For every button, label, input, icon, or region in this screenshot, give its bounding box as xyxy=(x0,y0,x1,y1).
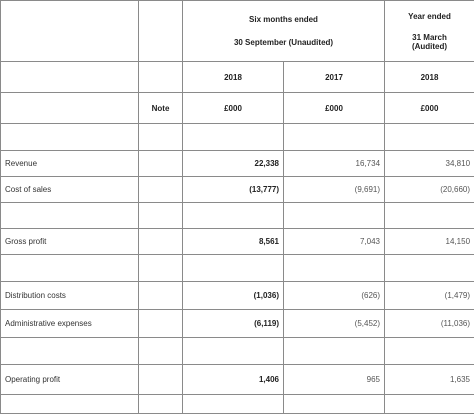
col-2018-six-months: 2018 xyxy=(183,62,284,93)
value-2017-six-months: (9,691) xyxy=(284,177,385,203)
value-2018-year: (20,660) xyxy=(385,177,474,203)
header-row-units xyxy=(1,93,474,124)
table-row-cost-of-sales xyxy=(1,177,474,203)
empty-label-cell xyxy=(1,1,139,62)
year-ended-header xyxy=(385,1,474,62)
six-months-header xyxy=(183,1,385,62)
period-subtitle: 30 September (Unaudited) xyxy=(233,38,334,47)
year-ended-title: Year ended xyxy=(408,11,451,21)
value-2017-six-months: 7,043 xyxy=(284,229,385,255)
value-2017-six-months: 965 xyxy=(284,365,385,395)
spacer-row xyxy=(1,338,474,365)
value-2017-six-months: (5,452) xyxy=(284,310,385,338)
spacer-row xyxy=(1,395,474,414)
header-row-years xyxy=(1,62,474,93)
header-row-period xyxy=(1,1,474,62)
row-label: Operating profit xyxy=(1,365,139,395)
spacer-row xyxy=(1,255,474,282)
value-2018-year: (1,479) xyxy=(385,282,474,310)
year-audited: (Audited) xyxy=(411,41,448,51)
value-2018-six-months: (1,036) xyxy=(183,282,284,310)
spacer-row xyxy=(1,124,474,151)
value-2018-year: 1,635 xyxy=(385,365,474,395)
table-row-revenue xyxy=(1,151,474,177)
row-label: Cost of sales xyxy=(1,177,139,203)
value-2018-six-months: 1,406 xyxy=(183,365,284,395)
note-header: Note xyxy=(139,93,183,124)
row-label: Gross profit xyxy=(1,229,139,255)
table-row-gross-profit xyxy=(1,229,474,255)
row-label: Distribution costs xyxy=(1,282,139,310)
row-label: Revenue xyxy=(1,151,139,177)
unit-2018-six-months: £000 xyxy=(183,93,284,124)
six-months-title: Six months ended xyxy=(249,15,318,24)
col-2017-six-months: 2017 xyxy=(284,62,385,93)
year-date: 31 March xyxy=(412,32,447,42)
value-2018-year: (11,036) xyxy=(385,310,474,338)
table-row-distribution-costs xyxy=(1,282,474,310)
unit-2017-six-months: £000 xyxy=(284,93,385,124)
col-2018-year: 2018 xyxy=(385,62,474,93)
value-2018-six-months: (6,119) xyxy=(183,310,284,338)
value-2018-six-months: 22,338 xyxy=(183,151,284,177)
row-label: Administrative expenses xyxy=(1,310,139,338)
unit-2018-year: £000 xyxy=(385,93,474,124)
spacer-row xyxy=(1,203,474,229)
value-2017-six-months: 16,734 xyxy=(284,151,385,177)
value-2018-six-months: (13,777) xyxy=(183,177,284,203)
empty-note-cell xyxy=(139,1,183,62)
value-2018-six-months: 8,561 xyxy=(183,229,284,255)
value-2017-six-months: (626) xyxy=(284,282,385,310)
value-2018-year: 14,150 xyxy=(385,229,474,255)
value-2018-year: 34,810 xyxy=(385,151,474,177)
table-row-administrative-expenses xyxy=(1,310,474,338)
table-row-operating-profit xyxy=(1,365,474,395)
